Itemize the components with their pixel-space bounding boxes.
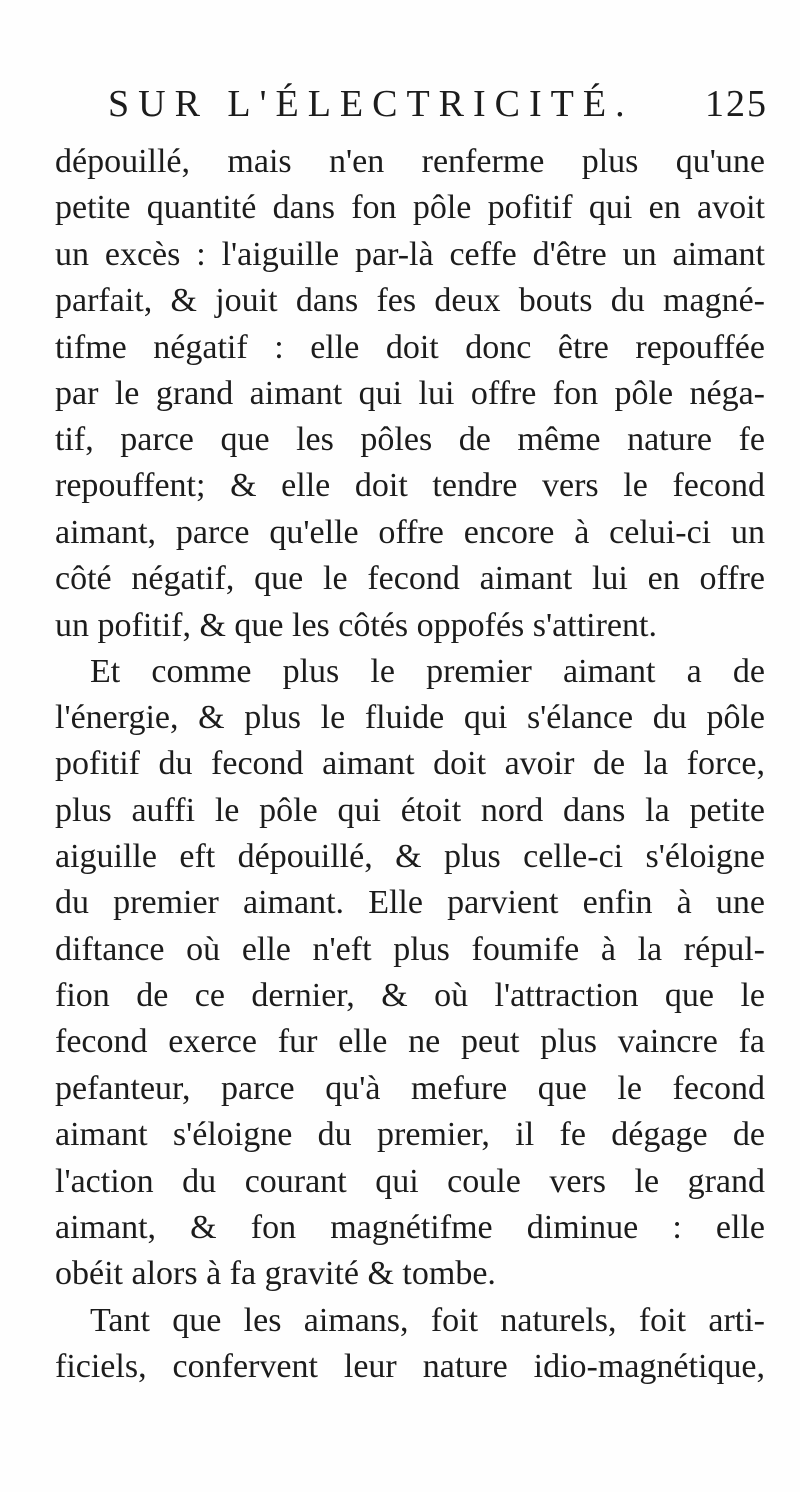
text-line: pefanteur, parce qu'à mefure que le fecond xyxy=(55,1070,765,1107)
text-line: tifme négatif : elle doit donc être repouffée xyxy=(55,329,765,366)
paragraph-first-line: Tant que les aimans, foit naturels, foit arti- xyxy=(90,1302,765,1339)
text-line: côté négatif, que le fecond aimant lui en offre xyxy=(55,560,765,597)
text-line: un pofitif, & que les côtés oppofés s'attirent. xyxy=(55,607,657,644)
text-line: un excès : l'aiguille par-là ceffe d'être un aimant xyxy=(55,236,765,273)
text-line: aiguille eft dépouillé, & plus celle-ci s'éloigne xyxy=(55,838,765,875)
running-title: SUR L'ÉLECTRICITÉ. xyxy=(108,83,634,125)
text-line: repouffent; & elle doit tendre vers le fecond xyxy=(55,467,765,504)
text-line: pofitif du fecond aimant doit avoir de la force, xyxy=(55,745,765,782)
text-line: par le grand aimant qui lui offre fon pôle néga- xyxy=(55,375,765,412)
text-line: aimant s'éloigne du premier, il fe dégage de xyxy=(55,1116,765,1153)
running-head xyxy=(108,78,768,130)
paragraph-first-line: Et comme plus le premier aimant a de xyxy=(90,653,765,690)
page-number: 125 xyxy=(705,83,768,125)
text-line: tif, parce que les pôles de même nature fe xyxy=(55,421,765,458)
text-line: aimant, & fon magnétifme diminue : elle xyxy=(55,1209,765,1246)
text-line: ficiels, confervent leur nature idio-magnétique, xyxy=(55,1348,765,1385)
text-line: l'action du courant qui coule vers le grand xyxy=(55,1163,765,1200)
text-line: petite quantité dans fon pôle pofitif qui en avoit xyxy=(55,189,765,226)
text-line: fecond exerce fur elle ne peut plus vaincre fa xyxy=(55,1023,765,1060)
text-line: du premier aimant. Elle parvient enfin à une xyxy=(55,884,765,921)
text-line: parfait, & jouit dans fes deux bouts du magné- xyxy=(55,282,765,319)
text-line: plus auffi le pôle qui étoit nord dans la petite xyxy=(55,792,765,829)
text-line: l'énergie, & plus le fluide qui s'élance du pôle xyxy=(55,699,765,736)
text-line: diftance où elle n'eft plus foumife à la répul- xyxy=(55,931,765,968)
text-line: dépouillé, mais n'en renferme plus qu'une xyxy=(55,143,765,180)
text-line: aimant, parce qu'elle offre encore à celui-ci un xyxy=(55,514,765,551)
text-line: obéit alors à fa gravité & tombe. xyxy=(55,1255,496,1292)
text-line: fion de ce dernier, & où l'attraction que le xyxy=(55,977,765,1014)
